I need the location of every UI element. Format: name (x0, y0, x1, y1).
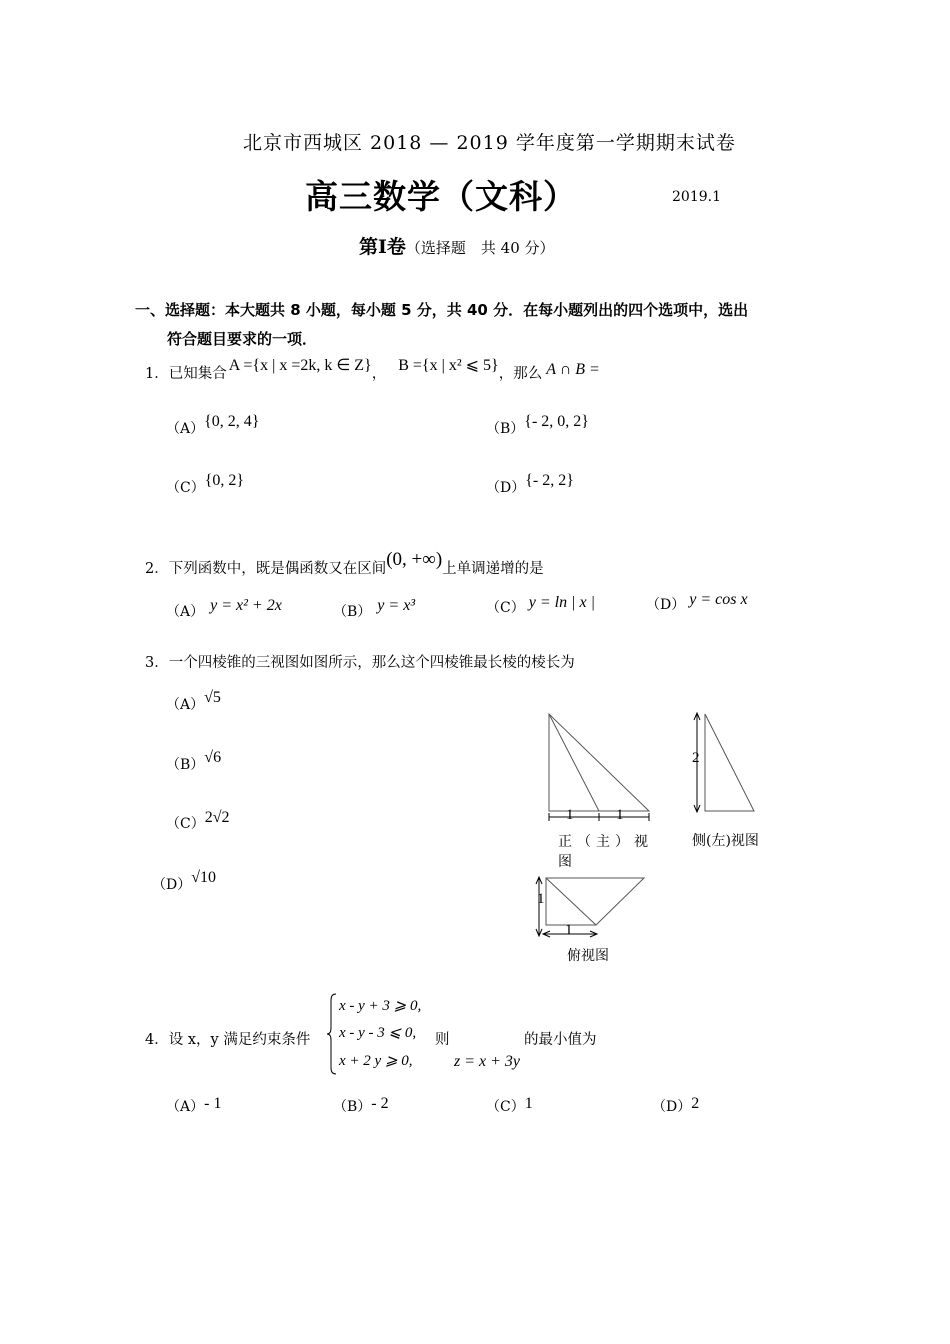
option-value: √6 (204, 749, 222, 766)
side-view-caption: 侧(左)视图 (692, 833, 759, 849)
q2-option-a[interactable] (166, 597, 282, 621)
left-brace-icon (326, 992, 338, 1076)
instructions-line2: 符合题目要求的一项． (167, 330, 318, 348)
exam-title: 北京市西城区 2018 — 2019 学年度第一学期期末试卷 (243, 132, 736, 154)
constraint-2: x - y - 3 ⩽ 0, (339, 1025, 417, 1041)
option-value: y = x³ (377, 597, 416, 614)
q3-option-c[interactable] (166, 809, 230, 833)
question-4-stem (145, 1028, 310, 1049)
q4-option-d[interactable] (652, 1096, 699, 1116)
option-value: {0, 2} (204, 472, 245, 489)
option-label: （D） (152, 877, 192, 893)
side-view (694, 713, 754, 812)
q2-option-d[interactable] (646, 591, 748, 614)
question-1 (145, 357, 600, 383)
question-stem: 一个四棱锥的三视图如图所示，那么这个四棱锥最长棱的棱长为 (168, 655, 575, 671)
question-stem: 设 x，y 满足约束条件 (168, 1032, 311, 1048)
top-view (536, 877, 644, 937)
q3-option-a[interactable] (166, 689, 221, 714)
option-value: 1 (524, 1095, 533, 1112)
option-value: - 2 (371, 1095, 389, 1112)
top-view-outline (546, 878, 644, 925)
option-label: （D） (652, 1099, 692, 1115)
top-dim-width-label: 1 (565, 922, 573, 938)
option-value: {- 2, 0, 2} (524, 413, 589, 430)
q3-option-d[interactable] (152, 869, 217, 894)
question-number: 3． (145, 655, 169, 671)
front-view-caption-2: 图 (558, 854, 572, 870)
top-dim-height-label: 1 (537, 891, 545, 907)
front-dim-left-label: 1 (566, 807, 574, 823)
option-value: √5 (204, 689, 221, 706)
option-label: （D） (646, 597, 686, 613)
option-label: （A） (166, 697, 205, 713)
option-label: （C） (486, 1099, 525, 1115)
question-stem: 下列函数中，既是偶函数又在区间 (168, 561, 387, 577)
option-label: （C） (166, 480, 205, 496)
three-view-figure (520, 700, 820, 940)
instructions-line1: 一、选择题：本大题共 8 小题，每小题 5 分，共 40 分．在每小题列出的四个选项中，选出 (135, 301, 749, 319)
question-number: 1． (145, 366, 169, 382)
separator: ， (371, 366, 387, 382)
option-label: （B） (486, 421, 525, 437)
option-label: （A） (166, 1099, 205, 1115)
set-b-expression: B ={x | x² ⩽ 5} (398, 357, 499, 374)
objective-function: z = x + 3y (454, 1053, 521, 1070)
option-value: √10 (191, 869, 217, 886)
q1-option-c[interactable] (166, 472, 245, 497)
option-value: - 1 (204, 1095, 222, 1112)
subject-title: 高三数学（文科） (305, 177, 577, 216)
top-view-caption: 俯视图 (567, 948, 609, 964)
option-label: （A） (166, 421, 205, 437)
front-view-caption: 正（主）视 (558, 834, 653, 850)
option-label: （B） (333, 604, 372, 620)
option-label: （B） (166, 757, 205, 773)
question-4-suffix: 的最小值为 (524, 1032, 597, 1048)
option-value: y = x² + 2x (210, 597, 282, 614)
q1-option-a[interactable] (166, 413, 260, 438)
top-view-diagonal (546, 878, 596, 925)
q4-option-b[interactable] (333, 1096, 389, 1116)
constraint-1: x - y + 3 ⩾ 0, (339, 998, 422, 1014)
q3-option-b[interactable] (166, 749, 222, 774)
q4-option-a[interactable] (166, 1096, 221, 1116)
side-dim-label: 2 (692, 750, 700, 766)
option-value: {- 2, 2} (525, 472, 574, 489)
q4-option-c[interactable] (486, 1096, 533, 1116)
interval-expression: (0, +∞) (386, 549, 443, 570)
front-view-inner-edge (549, 714, 599, 811)
q2-option-c[interactable] (486, 594, 595, 617)
constraint-3: x + 2 y ⩾ 0, (339, 1053, 413, 1069)
option-label: （C） (486, 600, 525, 616)
option-value: 2√2 (204, 809, 230, 826)
front-dim-right-label: 1 (616, 807, 624, 823)
front-view-outline (549, 714, 649, 811)
option-label: （D） (486, 480, 526, 496)
option-value: 2 (691, 1095, 700, 1112)
section-title: 第Ⅰ卷 (359, 236, 406, 258)
intersection-expression: A ∩ B = (546, 361, 600, 378)
option-label: （B） (333, 1099, 372, 1115)
side-view-outline (705, 714, 754, 811)
question-number: 4． (145, 1032, 169, 1048)
q1-option-d[interactable] (486, 472, 574, 497)
question-2 (145, 549, 544, 579)
question-stem-suffix: 上单调递增的是 (442, 561, 544, 577)
section-header (359, 232, 555, 259)
question-stem: 已知集合 (168, 366, 227, 382)
question-3 (145, 651, 575, 672)
option-value: y = ln | x | (528, 594, 595, 611)
then-text: 则 (435, 1032, 450, 1048)
exam-date: 2019.1 (672, 189, 721, 205)
option-label: （A） (166, 604, 205, 620)
option-value: y = cos x (689, 591, 748, 608)
section-subtitle: （选择题 共 40 分） (405, 239, 555, 257)
option-label: （C） (166, 816, 205, 832)
option-value: {0, 2, 4} (204, 413, 260, 430)
front-view (549, 714, 649, 821)
separator: ，那么 (498, 366, 543, 382)
set-a-expression: A ={x | x =2k, k ∈ Z} (228, 357, 372, 374)
q2-option-b[interactable] (333, 597, 416, 621)
question-number: 2． (145, 561, 169, 577)
q1-option-b[interactable] (486, 413, 589, 438)
